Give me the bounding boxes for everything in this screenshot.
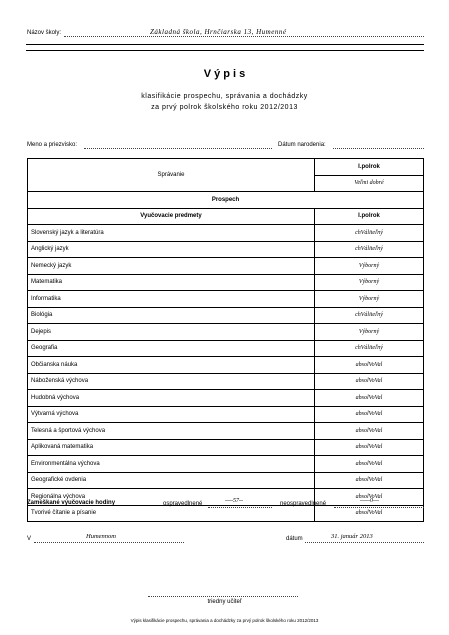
unexcused-line [334, 507, 424, 508]
grade-table [27, 158, 424, 522]
footer-note: Výpis klasifikácie prospechu, správania a dochádzky za prvý polrok školského roku 2012/2013 [130, 618, 319, 623]
subject-name: Environmentálna výchova [28, 456, 315, 473]
subject-row [28, 258, 424, 275]
subtitle-line1: klasifikácie prospechu, správania a dochádzky [141, 93, 308, 100]
subject-row [28, 291, 424, 308]
behavior-row [28, 159, 424, 176]
subject-name: Hudobná výchova [28, 390, 315, 407]
subject-grade: chVáliteľný [315, 307, 424, 324]
school-line [64, 36, 424, 37]
subject-name: Výtvarná výchova [28, 406, 315, 423]
subject-name: Regionálna výchova [28, 489, 315, 506]
subject-name: Dejepis [28, 324, 315, 341]
subject-row [28, 472, 424, 489]
subject-grade: absolVoVal [315, 505, 424, 522]
subject-grade: absolVoVal [315, 373, 424, 390]
subject-name: Geografia [28, 340, 315, 357]
subjects-header-row [28, 208, 424, 225]
subject-row [28, 423, 424, 440]
subject-row [28, 373, 424, 390]
divider-second [26, 50, 424, 51]
subject-grade: absolVoVal [315, 357, 424, 374]
subject-row [28, 340, 424, 357]
semester-header-2: I.polrok [315, 208, 424, 225]
place-value: Humennom [86, 533, 116, 540]
unexcused-value: -----0--- [360, 498, 379, 504]
subject-grade: Výborný [315, 291, 424, 308]
subject-grade: absolVoVal [315, 439, 424, 456]
subject-grade: absolVoVal [315, 390, 424, 407]
subject-grade: Výborný [315, 258, 424, 275]
page-title: V ý p i s [203, 68, 246, 80]
subject-name: Náboženská výchova [28, 373, 315, 390]
subject-grade: Výborný [315, 324, 424, 341]
subject-row [28, 390, 424, 407]
behavior-value: Veľmi dobré [315, 175, 424, 192]
subject-row [28, 357, 424, 374]
subject-grade: absolVoVal [315, 456, 424, 473]
name-line [84, 148, 272, 149]
subject-name: Geografické ovdenia [28, 472, 315, 489]
date-line [305, 542, 424, 543]
place-label: V [27, 536, 32, 542]
subject-row [28, 307, 424, 324]
subject-name: Tvorivé čítanie a písanie [28, 505, 315, 522]
subject-name: Anglický jazyk [28, 241, 315, 258]
subject-grade: absolVoVal [315, 489, 424, 506]
subject-grade: chVáliteľný [315, 340, 424, 357]
subjects-header: Vyučovacie predmety [28, 208, 315, 225]
excused-line [208, 507, 272, 508]
prospech-row [28, 192, 424, 209]
subject-name: Nemecký jazyk [28, 258, 315, 275]
subject-grade: absolVoVal [315, 423, 424, 440]
prospech-label: Prospech [28, 192, 424, 209]
subject-grade: chVáliteľný [315, 241, 424, 258]
hours-label: Zameškané vyučovacie hodiny [27, 500, 116, 506]
subject-row [28, 406, 424, 423]
subject-row [28, 274, 424, 291]
subject-grade: Výborný [315, 274, 424, 291]
date-value: 31. január 2013 [331, 533, 373, 540]
subject-name: Matematika [28, 274, 315, 291]
excused-value: ----57-- [225, 498, 243, 504]
excused-label: ospravedlnené [163, 501, 203, 507]
subject-grade: absolVoVal [315, 472, 424, 489]
name-label: Meno a priezvisko: [27, 142, 78, 148]
subject-name: Aplikovaná matematika [28, 439, 315, 456]
unexcused-label: neospravedlnené [280, 501, 327, 507]
semester-header: I.polrok [315, 159, 424, 176]
divider-top [26, 44, 424, 45]
subject-row [28, 456, 424, 473]
subject-name: Občianska náuka [28, 357, 315, 374]
subject-row [28, 225, 424, 242]
subject-grade: chVáliteľný [315, 225, 424, 242]
subject-name: Informatika [28, 291, 315, 308]
subject-row [28, 439, 424, 456]
subject-grade: absolVoVal [315, 406, 424, 423]
subject-name: Telesná a športová výchova [28, 423, 315, 440]
subject-row [28, 241, 424, 258]
date-label: dátum [286, 536, 303, 542]
subtitle-line2: za prvý polrok školského roku 2012/2013 [151, 104, 298, 111]
teacher-signature-line [148, 596, 298, 597]
subject-name: Slovenský jazyk a literatúra [28, 225, 315, 242]
behavior-label: Správanie [28, 159, 315, 192]
place-line [34, 542, 184, 543]
school-value: Základná škola, Hrnčiarska 13, Humenné [150, 28, 287, 36]
school-label: Názov školy: [27, 30, 62, 36]
birth-line [333, 148, 424, 149]
subject-row [28, 324, 424, 341]
teacher-label: triedny učiteľ [207, 599, 242, 605]
subject-name: Biológia [28, 307, 315, 324]
birth-label: Dátum narodenia: [278, 142, 326, 148]
